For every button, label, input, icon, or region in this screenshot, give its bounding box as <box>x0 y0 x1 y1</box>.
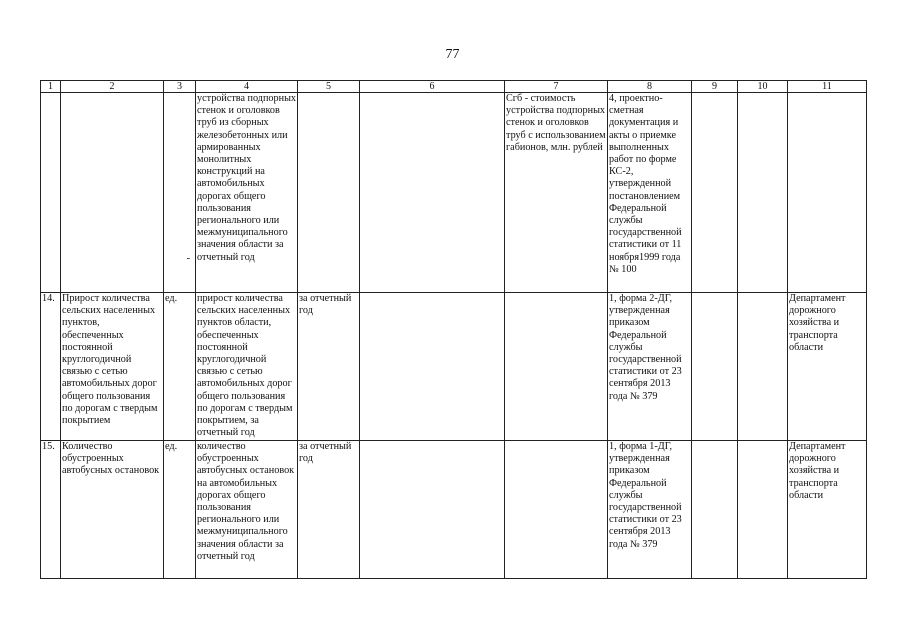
column-number: 8 <box>608 81 692 93</box>
column-number: 4 <box>196 81 298 93</box>
variables-cell <box>505 441 608 579</box>
col9-cell <box>692 441 738 579</box>
period-cell: за отчетный год <box>298 441 360 579</box>
table-row <box>41 293 867 441</box>
responsible-cell: Департамент дорожного хозяйства и транспорта области <box>788 441 867 579</box>
formula-cell <box>360 293 505 441</box>
unit-cell: ед. <box>164 441 196 579</box>
variables-cell: Сгб - стоимость устройства подпорных стенок и оголовков труб с использованием габионов, млн. рублей <box>505 93 608 293</box>
indicator-name-cell <box>61 93 164 293</box>
indicator-name-cell: Количество обустроенных автобусных остановок <box>61 441 164 579</box>
col10-cell <box>738 93 788 293</box>
column-number: 5 <box>298 81 360 93</box>
table-row <box>41 441 867 579</box>
column-number: 2 <box>61 81 164 93</box>
source-cell: 1, форма 2-ДГ, утвержденная приказом Федеральной службы государственной статистики от 23 сентября 2013 года № 379 <box>608 293 692 441</box>
definition-cell: количество обустроенных автобусных остановок на автомобильных дорогах общего пользования регионального или межмуниципального значения области за отчетный год <box>196 441 298 579</box>
column-number: 7 <box>505 81 608 93</box>
indicator-name-cell: Прирост количества сельских населенных пунктов, обеспеченных постоянной круглогодичной связью с сетью автомобильных дорог общего пользования по дорогам с твердым покрытием <box>61 293 164 441</box>
period-cell <box>298 93 360 293</box>
period-cell: за отчетный год <box>298 293 360 441</box>
definition-cell: устройства подпорных стенок и оголовков труб из сборных железобетонных или армированных монолитных конструкций на автомобильных дорогах общего пользования регионального или межмуниципального значения области за отчетный год <box>196 93 298 293</box>
table-row <box>41 93 867 293</box>
column-number: 10 <box>738 81 788 93</box>
column-number: 11 <box>788 81 867 93</box>
col9-cell <box>692 93 738 293</box>
responsible-cell <box>788 93 867 293</box>
formula-cell <box>360 93 505 293</box>
col10-cell <box>738 293 788 441</box>
row-number-cell: 14. <box>41 293 61 441</box>
indicators-table <box>40 80 867 579</box>
definition-cell: прирост количества сельских населенных пунктов области, обеспеченных постоянной круглогодичной связью с сетью автомобильных дорог общего пользования по дорогам с твердым покрытием, за отчетный год <box>196 293 298 441</box>
responsible-cell: Департамент дорожного хозяйства и транспорта области <box>788 293 867 441</box>
column-number: 9 <box>692 81 738 93</box>
column-number-row <box>41 81 867 93</box>
row-number-cell: 15. <box>41 441 61 579</box>
page-number: 77 <box>445 47 460 62</box>
col10-cell <box>738 441 788 579</box>
column-number: 1 <box>41 81 61 93</box>
row-number-cell <box>41 93 61 293</box>
source-cell: 4, проектно-сметная документация и акты о приемке выполненных работ по форме КС-2, утвержденной постановлением Федеральной службы государственной статистики от 11 ноября1999 года № 100 <box>608 93 692 293</box>
col9-cell <box>692 293 738 441</box>
variables-cell <box>505 293 608 441</box>
column-number: 3 <box>164 81 196 93</box>
dash-mark: - <box>186 253 190 264</box>
column-number: 6 <box>360 81 505 93</box>
formula-cell <box>360 441 505 579</box>
source-cell: 1, форма 1-ДГ, утвержденная приказом Федеральной службы государственной статистики от 23 сентября 2013 года № 379 <box>608 441 692 579</box>
unit-cell <box>164 93 196 293</box>
unit-cell: ед. <box>164 293 196 441</box>
